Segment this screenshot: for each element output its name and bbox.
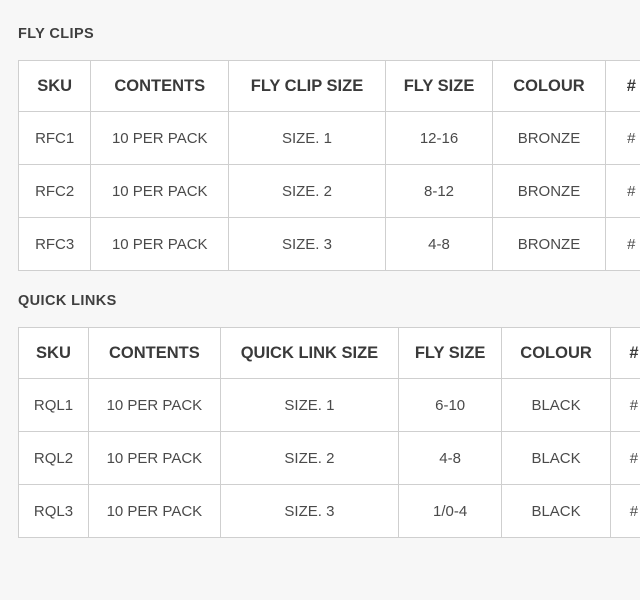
cell-sku: RQL1	[19, 379, 89, 432]
table-body	[19, 379, 640, 538]
table-body	[19, 112, 640, 271]
table-row	[19, 379, 640, 432]
cell-colour: BRONZE	[493, 112, 605, 165]
cell-quick-link-size: SIZE. 2	[220, 432, 398, 485]
table-row	[19, 218, 640, 271]
cell-sku: RQL3	[19, 485, 89, 538]
column-header-contents: CONTENTS	[88, 328, 220, 379]
table-wrapper-quick-links	[18, 309, 640, 538]
table-header-row	[19, 328, 640, 379]
cell-fly-size: 1/0-4	[399, 485, 502, 538]
table-head	[19, 328, 640, 379]
table-row	[19, 485, 640, 538]
cell-colour: BRONZE	[493, 165, 605, 218]
column-header-contents: CONTENTS	[91, 61, 229, 112]
table-quick-links	[18, 327, 640, 538]
cell-extra: #	[605, 218, 640, 271]
cell-fly-size: 4-8	[385, 218, 493, 271]
column-header-sku: SKU	[19, 328, 89, 379]
column-header-extra: #	[610, 328, 640, 379]
cell-extra: #	[610, 432, 640, 485]
section-title-quick-links: QUICK LINKS	[18, 293, 117, 309]
table-row	[19, 165, 640, 218]
cell-fly-size: 6-10	[399, 379, 502, 432]
table-row	[19, 112, 640, 165]
column-header-extra: #	[605, 61, 640, 112]
cell-fly-clip-size: SIZE. 2	[229, 165, 386, 218]
cell-contents: 10 PER PACK	[88, 485, 220, 538]
column-header-fly-clip-size: FLY CLIP SIZE	[229, 61, 386, 112]
cell-sku: RQL2	[19, 432, 89, 485]
cell-extra: #	[605, 165, 640, 218]
column-header-colour: COLOUR	[502, 328, 611, 379]
cell-quick-link-size: SIZE. 1	[220, 379, 398, 432]
column-header-fly-size: FLY SIZE	[399, 328, 502, 379]
cell-extra: #	[605, 112, 640, 165]
column-header-fly-size: FLY SIZE	[385, 61, 493, 112]
column-header-colour: COLOUR	[493, 61, 605, 112]
cell-colour: BLACK	[502, 485, 611, 538]
cell-fly-clip-size: SIZE. 3	[229, 218, 386, 271]
cell-colour: BLACK	[502, 379, 611, 432]
column-header-quick-link-size: QUICK LINK SIZE	[220, 328, 398, 379]
cell-contents: 10 PER PACK	[91, 112, 229, 165]
cell-fly-size: 4-8	[399, 432, 502, 485]
cell-contents: 10 PER PACK	[88, 379, 220, 432]
cell-sku: RFC3	[19, 218, 91, 271]
table-wrapper-fly-clips	[18, 42, 640, 271]
cell-extra: #	[610, 485, 640, 538]
column-header-sku: SKU	[19, 61, 91, 112]
table-header-row	[19, 61, 640, 112]
cell-contents: 10 PER PACK	[91, 165, 229, 218]
cell-colour: BRONZE	[493, 218, 605, 271]
cell-fly-clip-size: SIZE. 1	[229, 112, 386, 165]
cell-sku: RFC2	[19, 165, 91, 218]
table-fly-clips	[18, 60, 640, 271]
table-head	[19, 61, 640, 112]
cell-extra: #	[610, 379, 640, 432]
cell-colour: BLACK	[502, 432, 611, 485]
section-title-fly-clips: FLY CLIPS	[18, 26, 95, 42]
cell-fly-size: 8-12	[385, 165, 493, 218]
cell-contents: 10 PER PACK	[91, 218, 229, 271]
cell-contents: 10 PER PACK	[88, 432, 220, 485]
cell-quick-link-size: SIZE. 3	[220, 485, 398, 538]
table-row	[19, 432, 640, 485]
cell-sku: RFC1	[19, 112, 91, 165]
cell-fly-size: 12-16	[385, 112, 493, 165]
